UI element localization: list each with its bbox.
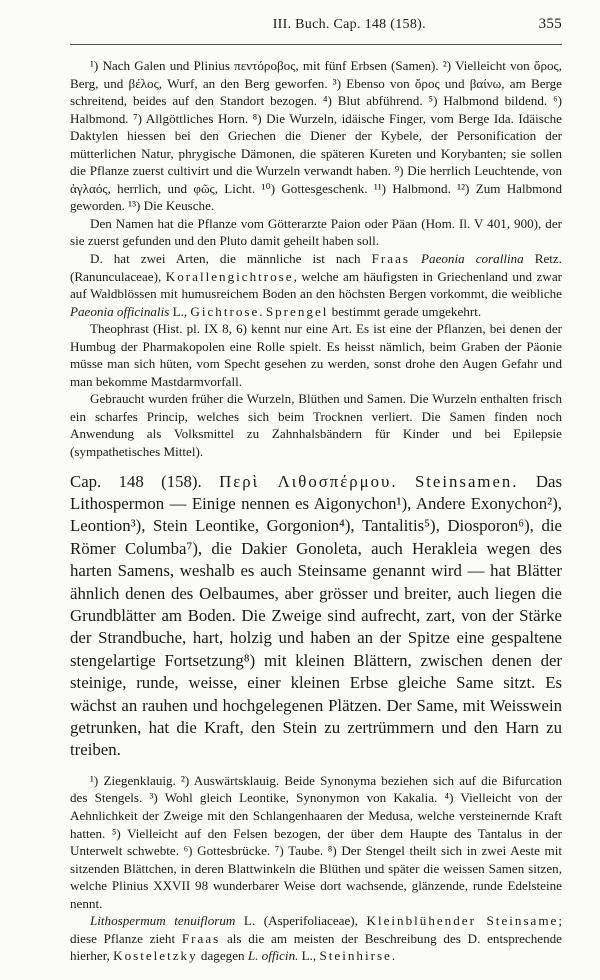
paragraph-identification: Lithospermum tenuiflorum L. (Asperifoliaceae), Kleinblühender Steinsame; diese Pflanze zieht Fraas als die am meisten der Beschreibung des D. entsprechende hierher, Kosteletzky dagegen L. officin. L., Steinhirse. bbox=[70, 913, 562, 964]
footnote-paragraph: ¹) Ziegenklauig. ²) Auswärtsklauig. Beide Synonyma beziehen sich auf die Bifurcation des Stengels. ³) Wohl gleich Leontike, Synonymon von Kakalia. ⁴) Vielleicht von der Aehnlichkeit der Zweige mit den Schlangenhaaren der Medusa, welche versteinernde Kraft hatten. ⁵) Vielleicht auf den Felsen bezogen, der über dem Haupte des Tantalus in der Unterwelt schwebte. ⁶) Gottesbrücke. ⁷) Taube. ⁸) Der Stengel theilt sich in zwei Aeste mit sitzenden Blättchen, in deren Blattwinkeln die Blüthen und später die weissen Samen sitzen, welche Plinius XXVII 98 wunderbarer Weise dort wachsende, glänzende, runde Edelsteine nennt. bbox=[70, 772, 562, 911]
author-sprengel: Sprengel bbox=[265, 303, 329, 319]
chapter-paragraph bbox=[70, 471, 562, 762]
author-fraas: Fraas bbox=[181, 930, 221, 946]
german-title: Steinsamen. bbox=[414, 471, 519, 491]
running-head: III. Buch. Cap. 148 (158). bbox=[272, 17, 426, 32]
chapter-number: Cap. 148 (158). bbox=[70, 471, 202, 491]
common-name: Korallengichtrose bbox=[165, 268, 294, 284]
species-name: Paeonia officinalis bbox=[70, 303, 170, 319]
footnotes-paeonia bbox=[70, 57, 562, 461]
species-name: Paeonia corallina bbox=[421, 251, 524, 267]
footnote-paragraph: ¹) Nach Galen und Plinius πεντόροβος, mit fünf Erbsen (Samen). ²) Vielleicht von ὄρος, Berg, und βέλος, Wurf, an den Berg geworfen. ³) Ebenso von ὄρος und βαίνω, am Berge schreitend, beides auf den Standort bezogen. ⁴) Blut abführend. ⁵) Halbmond bildend. ⁶) Halbmond. ⁷) Allgöttliches Horn. ⁸) Die Wurzeln, idäische Finger, vom Berge Ida. Idäische Daktylen hiessen bei den Griechen die Diener der Kybele, der Personification der mütterlichen Natur, phrygische Dämonen, die späteren Kureten und Korybanten; sie sollen die Pflanze zuerst cultivirt und die Wurzeln verwandt haben. ⁹) Die herrlich Leuchtende, von ἀγλαός, herrlich, und φῶς, Licht. ¹⁰) Gottesgeschenk. ¹¹) Halbmond. ¹²) Zum Halbmond geworden. ¹³) Die Keusche. bbox=[70, 58, 562, 214]
header-rule bbox=[70, 44, 562, 45]
greek-title: Περὶ Λιθοσπέρμου. bbox=[219, 471, 398, 491]
page-header bbox=[70, 16, 562, 40]
author-kosteletzky: Kosteletzky bbox=[113, 948, 198, 964]
chapter-body: Das Lithospermon — Einige nennen es Aigonychon¹), Andere Exonychon²), Leontion³), Stein Leontike, Gorgonion⁴), Tantalitis⁵), Diosporon⁶), die Römer Columba⁷), die Dakier Gonoleta, auch Herakleia wegen des harten Samens, weshalb es auch Steinsame genannt wird — hat Blätter ähnlich denen des Oelbaumes, aber grösser und breiter, auch liegen die Grundblätter am Boden. Die Zweige sind aufrecht, zart, von der Stärke der Strandbuche, hart, holzig und haben an der Spitze eine gespaltene stengelartige Fortsetzung⁸) mit kleinen Blättern, zwischen denen der steinige, runde, weisse, einer kleinen Erbse gleiche Same sitzt. Es wächst an rauhen und hochgelegenen Plätzen. Der Same, mit Weisswein getrunken, hat die Kraft, den Stein zu zertrümmern und den Harn zu treiben. bbox=[70, 471, 562, 760]
author-fraas: Fraas bbox=[371, 251, 410, 267]
species-name: L. officin. bbox=[247, 948, 299, 964]
chapter-main-text bbox=[70, 471, 562, 762]
footnotes-lithospermon bbox=[70, 772, 562, 965]
common-name: Steinhirse bbox=[319, 948, 392, 964]
paragraph-gebrauch: Gebraucht wurden früher die Wurzeln, Blüthen und Samen. Die Wurzeln enthalten frisch ein scharfes Princip, welches sich beim Trocknen verliert. Die Samen finden noch Anwendung als Volksmittel zu Zahnhalsbändern für Kinder und bei Epilepsie (sympathetisches Mittel). bbox=[70, 391, 562, 460]
common-name: Kleinblühender Steinsame bbox=[366, 913, 559, 929]
paragraph-name-origin: Den Namen hat die Pflanze vom Götterarzte Paion oder Päan (Hom. Il. V 401, 900), der sie zuerst gefunden und den Pluto damit geheilt haben soll. bbox=[70, 215, 562, 249]
paragraph-arten: D. hat zwei Arten, die männliche ist nach Fraas Paeonia corallina Retz. (Ranunculaceae), Korallengichtrose, welche am häufigsten in Griechenland und zwar auf Waldblössen mit humusreichem Boden an den höchsten Bergen vorkommt, die weibliche Paeonia officinalis L., Gichtrose. Sprengel bestimmt gerade umgekehrt. bbox=[70, 251, 563, 319]
species-name: Lithospermum tenuiflorum bbox=[90, 913, 236, 929]
paragraph-theophrast: Theophrast (Hist. pl. IX 8, 6) kennt nur eine Art. Es ist eine der Pflanzen, bei denen der Humbug der Pharmakopolen eine Rolle spielt. Es heisst nämlich, beim Graben der Päonie müsse man sich hüten, vom Specht gesehen zu werden, sonst drohe den Augen Gefahr und man bekomme Mastdarmvorfall. bbox=[70, 321, 562, 389]
common-name: Gichtrose bbox=[190, 303, 260, 319]
page-number: 355 bbox=[538, 16, 562, 32]
